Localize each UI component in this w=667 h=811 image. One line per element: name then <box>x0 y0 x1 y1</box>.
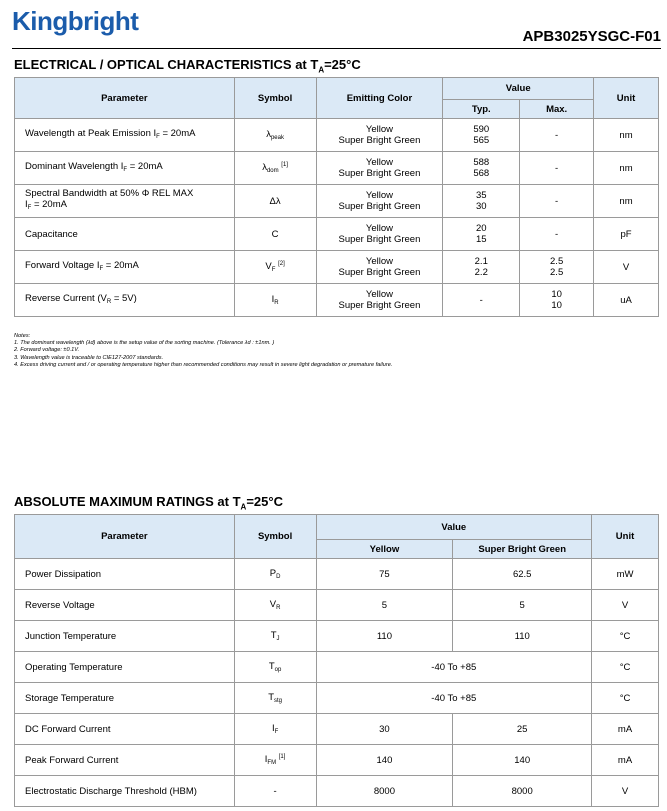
symbol-cell <box>234 251 316 284</box>
amr-header-symbol: Symbol <box>234 515 316 559</box>
typ-value: 30 <box>475 201 487 212</box>
typ-cell <box>443 119 520 152</box>
table-row <box>15 745 659 776</box>
unit-cell: nm <box>594 152 659 185</box>
symbol-text: C <box>271 228 279 240</box>
table-row <box>15 152 659 185</box>
table-row <box>15 714 659 745</box>
parameter-line <box>25 229 234 240</box>
max-value: - <box>555 195 559 207</box>
value-merged: -40 To +85 <box>316 683 592 714</box>
value-green: 5 <box>453 590 592 621</box>
unit-cell: V <box>592 776 659 807</box>
table-row <box>15 119 659 152</box>
parameter-subscript: F <box>27 205 32 211</box>
symbol-cell <box>234 776 316 807</box>
amr-header-green: Super Bright Green <box>453 540 592 559</box>
parameter-cell: Reverse Voltage <box>15 590 235 621</box>
typ-cell <box>443 185 520 218</box>
symbol-cell <box>234 284 316 317</box>
parameter-line <box>25 128 234 143</box>
color-green: Super Bright Green <box>338 168 421 179</box>
parameter-text: Dominant Wavelength I <box>25 160 124 172</box>
typ-value: 568 <box>473 168 490 179</box>
value-merged: -40 To +85 <box>316 652 592 683</box>
note-line: 3. Wavelength value is traceable to CIE127-2007 standards. <box>14 354 164 361</box>
amr-header-parameter: Parameter <box>15 515 235 559</box>
eo-header-typ: Typ. <box>443 100 520 119</box>
emitting-color-cell <box>316 119 443 152</box>
color-green: Super Bright Green <box>338 267 421 278</box>
unit-cell: mW <box>592 559 659 590</box>
max-value: 2.5 <box>550 256 564 267</box>
symbol-text: I <box>271 723 275 734</box>
parameter-cell <box>15 119 235 152</box>
typ-value: 2.2 <box>474 267 488 278</box>
parameter-cell <box>15 185 235 218</box>
parameter-line <box>25 260 234 275</box>
amr-header-yellow: Yellow <box>316 540 453 559</box>
max-cell <box>520 185 594 218</box>
symbol-subscript: op <box>274 667 282 673</box>
amr-header-value: Value <box>316 515 592 540</box>
table-row <box>15 284 659 317</box>
parameter-condition: = 20mA <box>159 127 196 139</box>
parameter-line <box>25 293 234 308</box>
symbol-cell <box>234 621 316 652</box>
eo-section-title: ELECTRICAL / OPTICAL CHARACTERISTICS at $T_A=25^\circ C$ <box>14 57 361 75</box>
note-line: Notes: <box>14 333 31 339</box>
typ-value: 565 <box>473 135 490 146</box>
table-row <box>15 621 659 652</box>
eo-header-symbol: Symbol <box>234 78 316 119</box>
emitting-color-cell <box>316 218 443 251</box>
max-cell <box>520 251 594 284</box>
parameter-text: Forward Voltage I <box>25 259 100 271</box>
symbol-subscript: J <box>276 636 280 642</box>
symbol-note-ref: [2] <box>278 260 285 267</box>
table-row <box>15 683 659 714</box>
symbol-text: V <box>265 261 272 273</box>
symbol-subscript: dom <box>266 168 279 175</box>
symbol-text: - <box>273 785 277 797</box>
parameter-line <box>25 199 234 214</box>
eo-header-unit: Unit <box>594 78 659 119</box>
symbol-text: V <box>269 599 277 610</box>
typ-cell <box>443 152 520 185</box>
symbol-cell <box>234 185 316 218</box>
color-green: Super Bright Green <box>338 135 421 146</box>
value-green: 140 <box>453 745 592 776</box>
table-row <box>15 652 659 683</box>
emitting-color-cell <box>316 251 443 284</box>
eo-header-max: Max. <box>520 100 594 119</box>
emitting-color-cell <box>316 284 443 317</box>
emitting-color-cell <box>316 152 443 185</box>
unit-cell: nm <box>594 119 659 152</box>
value-yellow: 8000 <box>316 776 453 807</box>
value-yellow: 5 <box>316 590 453 621</box>
color-yellow: Yellow <box>365 190 393 201</box>
brand-logo: Kingbright <box>12 6 139 36</box>
value-yellow: 30 <box>316 714 453 745</box>
symbol-note-ref: [1] <box>278 753 286 760</box>
color-yellow: Yellow <box>365 157 393 168</box>
value-green: 110 <box>453 621 592 652</box>
parameter-text: Reverse Current (V <box>25 292 107 304</box>
symbol-text: T <box>270 630 277 641</box>
symbol-cell <box>234 218 316 251</box>
max-value: - <box>555 228 559 240</box>
max-value: 10 <box>551 300 562 311</box>
parameter-cell <box>15 218 235 251</box>
amr-section-title: ABSOLUTE MAXIMUM RATINGS at $T_A=25^\circ C$ <box>14 494 283 512</box>
table-row <box>15 251 659 284</box>
value-yellow: 75 <box>316 559 453 590</box>
symbol-subscript: F <box>271 267 276 274</box>
symbol-subscript: R <box>276 605 281 611</box>
parameter-subscript: F <box>156 133 160 140</box>
symbol-text: λ <box>262 162 267 174</box>
parameter-text: Spectral Bandwidth at 50% Φ REL MAX <box>25 188 194 199</box>
color-yellow: Yellow <box>365 124 393 135</box>
color-green: Super Bright Green <box>338 234 421 245</box>
unit-cell: °C <box>592 621 659 652</box>
parameter-text: I <box>25 199 28 210</box>
symbol-subscript: F <box>274 729 279 735</box>
typ-value: 20 <box>475 223 487 234</box>
symbol-cell <box>234 745 316 776</box>
table-row <box>15 559 659 590</box>
max-value: - <box>555 162 559 174</box>
unit-cell: mA <box>592 745 659 776</box>
symbol-note-ref: [1] <box>281 161 288 168</box>
unit-cell: pF <box>594 218 659 251</box>
typ-value: 2.1 <box>474 256 488 267</box>
symbol-cell <box>234 590 316 621</box>
typ-cell <box>443 284 520 317</box>
unit-cell: mA <box>592 714 659 745</box>
parameter-cell: Peak Forward Current <box>15 745 235 776</box>
unit-cell: °C <box>592 683 659 714</box>
symbol-subscript: FM <box>267 760 277 767</box>
amr-header-unit: Unit <box>592 515 659 559</box>
typ-value: 588 <box>473 157 490 168</box>
symbol-cell <box>234 683 316 714</box>
parameter-subscript: F <box>123 166 128 173</box>
symbol-text: P <box>269 568 277 579</box>
symbol-text: Δλ <box>269 195 281 207</box>
eo-notes <box>14 333 392 369</box>
part-number: APB3025YSGC-F01 <box>522 28 661 45</box>
header-divider <box>12 48 661 49</box>
symbol-text: I <box>264 754 268 766</box>
value-green: 62.5 <box>453 559 592 590</box>
typ-value: - <box>479 294 483 306</box>
symbol-subscript: D <box>276 574 281 580</box>
parameter-subscript: R <box>106 298 112 305</box>
typ-value: 590 <box>473 124 490 135</box>
color-yellow: Yellow <box>365 223 393 234</box>
parameter-text: Wavelength at Peak Emission I <box>25 127 157 139</box>
parameter-cell <box>15 152 235 185</box>
eo-header-parameter: Parameter <box>15 78 235 119</box>
unit-cell: V <box>594 251 659 284</box>
color-yellow: Yellow <box>365 256 393 267</box>
parameter-cell: Operating Temperature <box>15 652 235 683</box>
typ-cell <box>443 251 520 284</box>
parameter-subscript: F <box>99 265 104 272</box>
eo-header-value: Value <box>443 78 594 100</box>
symbol-subscript: R <box>274 300 279 306</box>
parameter-condition: = 20mA <box>31 199 67 210</box>
symbol-subscript: peak <box>270 135 284 141</box>
symbol-cell <box>234 119 316 152</box>
note-line: 4. Excess driving current and / or operating temperature higher than recommended conditions may result in severe light degradation or premature failure. <box>14 361 393 368</box>
emitting-color-cell <box>316 185 443 218</box>
max-cell <box>520 218 594 251</box>
max-value: 2.5 <box>550 267 564 278</box>
max-cell <box>520 284 594 317</box>
parameter-text: Capacitance <box>25 228 78 240</box>
parameter-cell: DC Forward Current <box>15 714 235 745</box>
table-row <box>15 776 659 807</box>
typ-value: 15 <box>475 234 487 245</box>
color-green: Super Bright Green <box>338 300 421 311</box>
value-yellow: 110 <box>316 621 453 652</box>
table-row <box>15 590 659 621</box>
color-green: Super Bright Green <box>338 201 421 212</box>
max-cell <box>520 119 594 152</box>
typ-cell <box>443 218 520 251</box>
value-green: 25 <box>453 714 592 745</box>
value-yellow: 140 <box>316 745 453 776</box>
amr-table <box>14 514 659 807</box>
table-row <box>15 185 659 218</box>
eo-header-color: Emitting Color <box>316 78 443 119</box>
parameter-condition: = 5V) <box>111 292 137 304</box>
symbol-text: T <box>268 692 274 703</box>
unit-cell: V <box>592 590 659 621</box>
parameter-cell: Junction Temperature <box>15 621 235 652</box>
parameter-line <box>25 188 234 199</box>
unit-cell: nm <box>594 185 659 218</box>
parameter-cell <box>15 251 235 284</box>
color-yellow: Yellow <box>365 289 393 300</box>
table-row <box>15 218 659 251</box>
max-cell <box>520 152 594 185</box>
symbol-cell <box>234 652 316 683</box>
note-line: 2. Forward voltage: ±0.1V. <box>14 347 80 354</box>
parameter-cell <box>15 284 235 317</box>
parameter-cell: Power Dissipation <box>15 559 235 590</box>
unit-cell: uA <box>594 284 659 317</box>
symbol-text: λ <box>266 129 271 140</box>
symbol-cell <box>234 559 316 590</box>
value-green: 8000 <box>453 776 592 807</box>
symbol-cell <box>234 152 316 185</box>
parameter-line <box>25 161 234 176</box>
parameter-cell: Electrostatic Discharge Threshold (HBM) <box>15 776 235 807</box>
max-value: 10 <box>551 289 562 300</box>
typ-value: 35 <box>475 190 487 201</box>
parameter-condition: = 20mA <box>103 259 139 271</box>
symbol-text: T <box>268 661 275 672</box>
note-line: 1. The dominant wavelength (λd) above is the setup value of the sorting machine. (Tolerance λd : ±1nm. ) <box>14 340 275 347</box>
parameter-condition: = 20mA <box>127 160 163 172</box>
eo-table <box>14 77 659 317</box>
unit-cell: °C <box>592 652 659 683</box>
parameter-cell: Storage Temperature <box>15 683 235 714</box>
symbol-subscript: stg <box>274 698 283 704</box>
symbol-text: I <box>271 294 275 305</box>
symbol-cell <box>234 714 316 745</box>
max-value: - <box>555 129 559 141</box>
